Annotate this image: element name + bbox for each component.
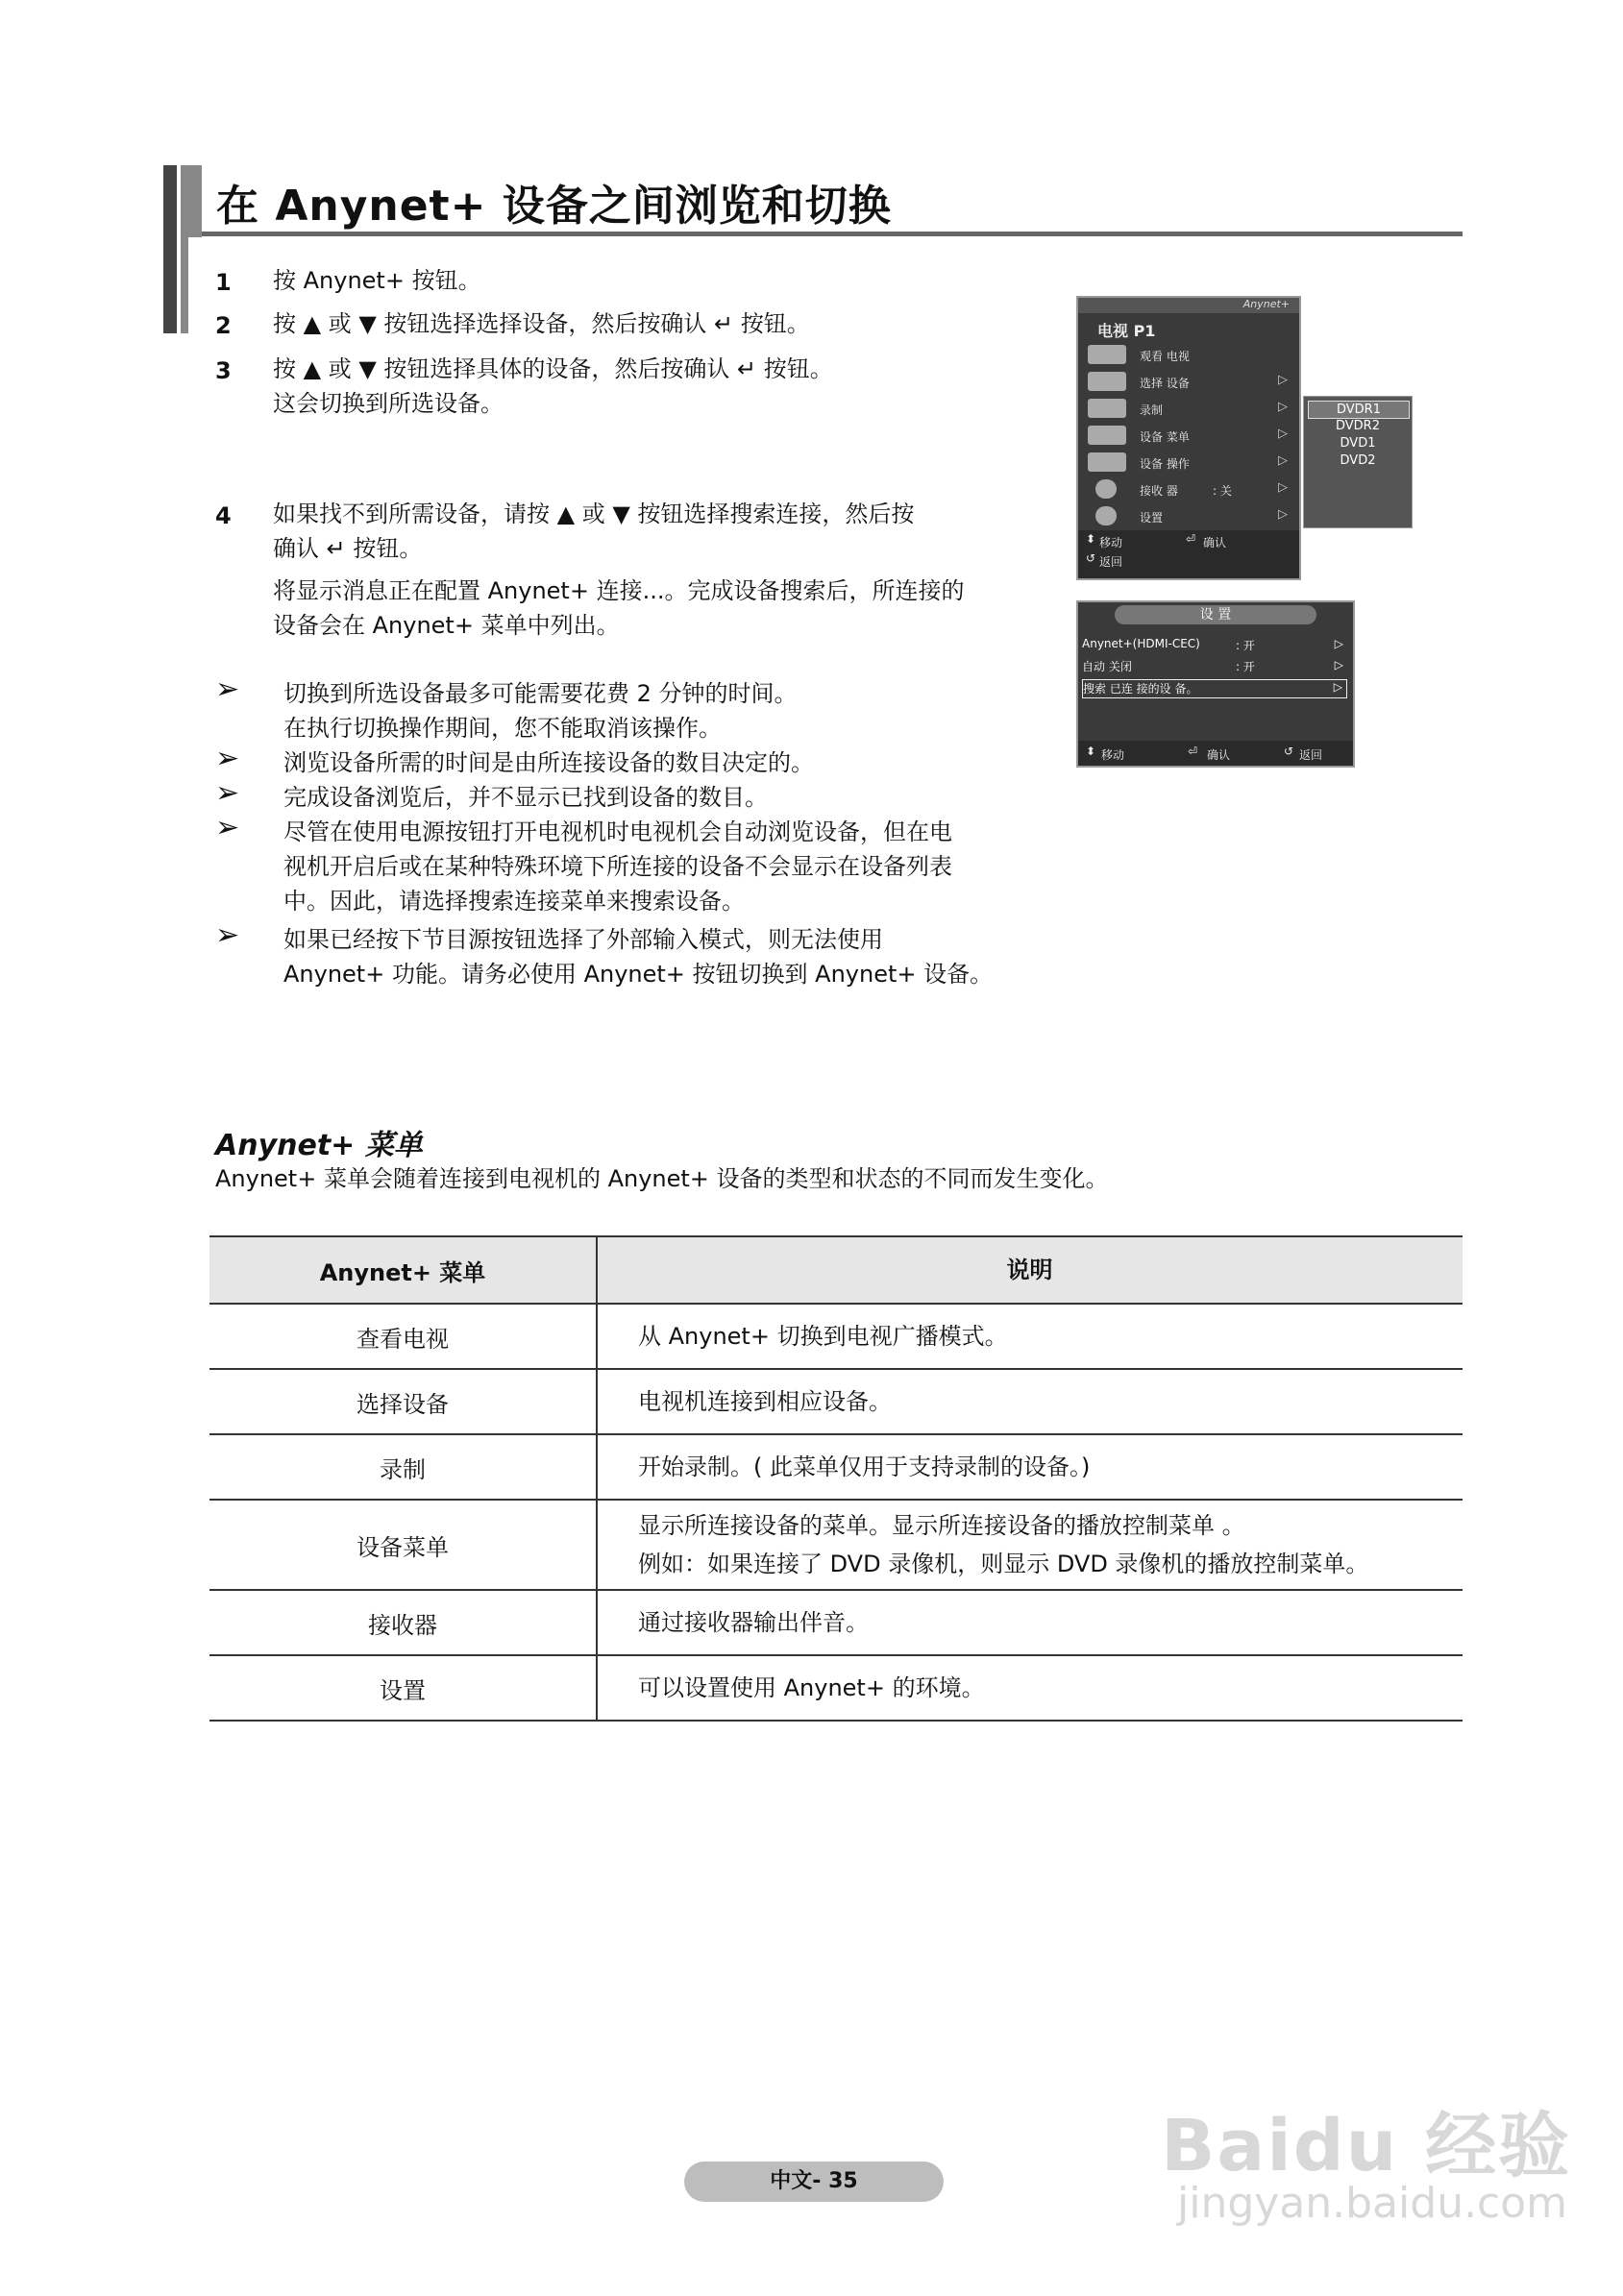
tv-menu-item-label: 录制 xyxy=(1140,403,1164,417)
arrow-right-icon: ▷ xyxy=(1278,453,1288,468)
device-icon xyxy=(1088,372,1126,391)
gear-icon xyxy=(1095,506,1117,525)
step-text: 按 ▲ 或 ▼ 按钮选择选择设备，然后按确认 ↵ 按钮。 xyxy=(273,310,810,337)
device-list-item[interactable]: DVDR2 xyxy=(1336,419,1380,433)
note-text: 完成设备浏览后，并不显示已找到设备的数目。 xyxy=(283,784,768,811)
arrow-right-icon: ▷ xyxy=(1334,637,1343,650)
table-cell-desc: 开始录制。( 此菜单仅用于支持录制的设备。) xyxy=(597,1434,1463,1500)
tv-menu-item[interactable] xyxy=(1078,423,1299,450)
tv-menu-item[interactable] xyxy=(1078,342,1299,369)
arrow-right-icon: ▷ xyxy=(1278,373,1288,387)
step-number: 2 xyxy=(215,312,232,339)
tv-icon xyxy=(1088,345,1126,364)
anynet-menu-table xyxy=(209,1237,1463,1722)
settings-menu-item[interactable] xyxy=(1082,637,1347,656)
record-icon xyxy=(1088,399,1126,418)
title-rule xyxy=(202,232,1463,236)
watermark-logo: Baidu 经验 xyxy=(1161,2105,1572,2187)
table-cell-name: 接收器 xyxy=(209,1590,597,1655)
settings-item-value: : 开 xyxy=(1236,660,1255,673)
tv-menu-item-value: : 关 xyxy=(1213,484,1232,498)
table-cell-name: 设备菜单 xyxy=(209,1500,597,1590)
enter-icon: ⏎ xyxy=(1188,745,1198,758)
tv-menu-header-strip xyxy=(1078,298,1299,313)
tv-menu-item-label: 设备 操作 xyxy=(1140,457,1190,471)
tv-menu-item[interactable] xyxy=(1078,476,1299,503)
settings-item-label: Anynet+(HDMI-CEC) xyxy=(1082,637,1200,650)
table-cell-name: 选择设备 xyxy=(209,1369,597,1434)
tv-menu-item-label: 观看 电视 xyxy=(1140,350,1190,363)
step-number: 3 xyxy=(215,357,232,384)
note-arrow-icon: ➢ xyxy=(215,672,240,706)
device-operation-icon xyxy=(1088,452,1126,472)
step-text: 这会切换到所选设备。 xyxy=(273,390,504,417)
step-text: 设备会在 Anynet+ 菜单中列出。 xyxy=(273,612,620,639)
note-arrow-icon: ➢ xyxy=(215,918,240,952)
table-cell-desc: 通过接收器输出伴音。 xyxy=(597,1590,1463,1655)
table-cell-name: 设置 xyxy=(209,1655,597,1721)
device-list-item[interactable]: DVD2 xyxy=(1340,453,1376,468)
device-list-item[interactable]: DVDR1 xyxy=(1308,401,1410,419)
step-text: 如果找不到所需设备，请按 ▲ 或 ▼ 按钮选择搜索连接，然后按 xyxy=(273,501,915,527)
step-text: 确认 ↵ 按钮。 xyxy=(273,535,423,562)
return-icon: ↺ xyxy=(1086,551,1096,565)
tv-menu-item[interactable] xyxy=(1078,396,1299,423)
table-row xyxy=(209,1590,1463,1655)
step-number: 1 xyxy=(215,269,232,296)
device-list-item[interactable]: DVD1 xyxy=(1340,436,1376,451)
arrow-right-icon: ▷ xyxy=(1278,400,1288,414)
table-cell-desc-line: 例如：如果连接了 DVD 录像机，则显示 DVD 录像机的播放控制菜单。 xyxy=(638,1551,1369,1577)
step-text: 将显示消息正在配置 Anynet+ 连接...。完成设备搜索后，所连接的 xyxy=(273,577,965,604)
table-row xyxy=(209,1369,1463,1434)
section-intro: Anynet+ 菜单会随着连接到电视机的 Anynet+ 设备的类型和状态的不同而发生变化。 xyxy=(215,1165,1109,1192)
footer-move-label: 移动 xyxy=(1101,748,1125,762)
table-cell-desc: 电视机连接到相应设备。 xyxy=(597,1369,1463,1434)
title-side-bar-accent xyxy=(181,165,202,237)
settings-item-label: 自动 关闭 xyxy=(1082,660,1132,673)
table-cell-desc xyxy=(597,1500,1463,1590)
table-header-row xyxy=(209,1237,1463,1304)
page-title: 在 Anynet+ 设备之间浏览和切换 xyxy=(216,182,892,231)
arrow-right-icon: ▷ xyxy=(1334,658,1343,672)
settings-menu-item-selected[interactable] xyxy=(1082,679,1347,698)
table-row xyxy=(209,1500,1463,1590)
move-icon: ⬍ xyxy=(1086,745,1096,758)
settings-menu-title: 设 置 xyxy=(1115,605,1316,624)
tv-menu-item[interactable] xyxy=(1078,450,1299,476)
note-text: 在执行切换操作期间，您不能取消该操作。 xyxy=(283,715,722,742)
note-text: 切换到所选设备最多可能需要花费 2 分钟的时间。 xyxy=(283,680,798,707)
note-arrow-icon: ➢ xyxy=(215,811,240,844)
table-header-cell: 说明 xyxy=(597,1237,1463,1304)
note-text: 浏览设备所需的时间是由所连接设备的数目决定的。 xyxy=(283,749,814,776)
footer-move-label: 移动 xyxy=(1099,536,1123,550)
tv-menu-footer xyxy=(1078,530,1299,578)
settings-menu-footer xyxy=(1078,741,1353,766)
tv-menu-title: 电视 P1 xyxy=(1097,322,1156,340)
table-header-cell: Anynet+ 菜单 xyxy=(209,1237,597,1304)
step-number: 4 xyxy=(215,502,232,529)
note-text: 中。因此，请选择搜索连接菜单来搜索设备。 xyxy=(283,888,745,915)
note-text: Anynet+ 功能。请务必使用 Anynet+ 按钮切换到 Anynet+ 设备。 xyxy=(283,961,994,988)
note-arrow-icon: ➢ xyxy=(215,776,240,810)
note-arrow-icon: ➢ xyxy=(215,742,240,775)
tv-menu-screenshot xyxy=(1076,296,1301,580)
title-side-bar xyxy=(163,165,177,333)
note-text: 尽管在使用电源按钮打开电视机时电视机会自动浏览设备，但在电 xyxy=(283,818,952,845)
tv-menu-item-label: 接收 器 xyxy=(1140,484,1178,498)
section-heading: Anynet+ 菜单 xyxy=(215,1129,423,1162)
device-menu-icon xyxy=(1088,426,1126,445)
table-row xyxy=(209,1304,1463,1369)
step-text: 按 ▲ 或 ▼ 按钮选择具体的设备，然后按确认 ↵ 按钮。 xyxy=(273,355,833,382)
table-cell-desc-line: 显示所连接设备的菜单。显示所连接设备的播放控制菜单 。 xyxy=(638,1512,1245,1539)
page-number: 中文- 35 xyxy=(684,2162,944,2202)
arrow-right-icon: ▷ xyxy=(1278,507,1288,522)
step-text: 按 Anynet+ 按钮。 xyxy=(273,267,481,294)
table-cell-desc: 可以设置使用 Anynet+ 的环境。 xyxy=(597,1655,1463,1721)
settings-menu-item[interactable] xyxy=(1082,658,1347,677)
table-row xyxy=(209,1655,1463,1721)
footer-back-label: 返回 xyxy=(1099,555,1123,569)
tv-menu-item-label: 设备 菜单 xyxy=(1140,430,1190,444)
table-cell-name: 查看电视 xyxy=(209,1304,597,1369)
arrow-right-icon: ▷ xyxy=(1278,427,1288,441)
footer-ok-label: 确认 xyxy=(1203,536,1227,550)
settings-menu-screenshot xyxy=(1076,600,1355,768)
note-text: 如果已经按下节目源按钮选择了外部输入模式，则无法使用 xyxy=(283,926,883,953)
anynet-logo: Anynet+ xyxy=(1242,298,1290,310)
table-cell-name: 录制 xyxy=(209,1434,597,1500)
settings-item-value: : 开 xyxy=(1236,639,1255,652)
footer-back-label: 返回 xyxy=(1299,748,1323,762)
return-icon: ↺ xyxy=(1284,745,1294,758)
tv-menu-item-label: 设置 xyxy=(1140,511,1164,525)
tv-menu-item[interactable] xyxy=(1078,503,1299,530)
tv-menu-item-label: 选择 设备 xyxy=(1140,377,1190,390)
watermark-url: jingyan.baidu.com xyxy=(1177,2179,1568,2228)
enter-icon: ⏎ xyxy=(1186,532,1196,546)
table-cell-desc: 从 Anynet+ 切换到电视广播模式。 xyxy=(597,1304,1463,1369)
title-side-bar-accent-2 xyxy=(181,237,188,333)
footer-ok-label: 确认 xyxy=(1207,748,1231,762)
note-text: 视机开启后或在某种特殊环境下所连接的设备不会显示在设备列表 xyxy=(283,853,952,880)
device-list-panel xyxy=(1303,396,1413,528)
settings-item-label: 搜索 已连 接的设 备。 xyxy=(1083,682,1198,696)
table-row xyxy=(209,1434,1463,1500)
move-icon: ⬍ xyxy=(1086,532,1096,546)
arrow-right-icon: ▷ xyxy=(1333,680,1342,694)
tv-menu-item[interactable] xyxy=(1078,369,1299,396)
receiver-icon xyxy=(1095,479,1117,499)
arrow-right-icon: ▷ xyxy=(1278,480,1288,495)
